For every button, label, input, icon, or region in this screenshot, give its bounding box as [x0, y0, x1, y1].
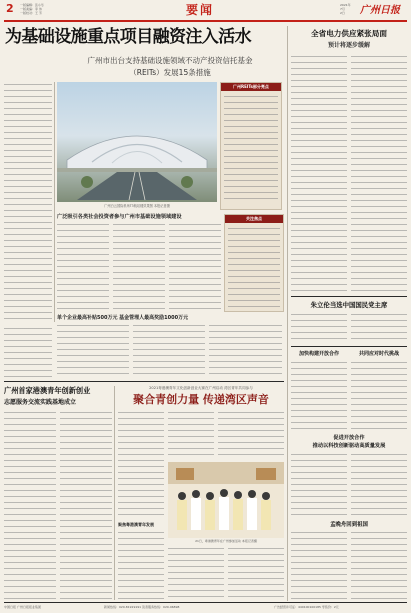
right-mid-col-2 — [351, 312, 407, 342]
section-head-2: 单个企业最高补贴500万元 基金管理人最高奖励1000万元 — [57, 315, 189, 321]
section-title: 要闻 — [186, 3, 215, 17]
brief-col-1 — [291, 360, 347, 430]
left-story-headline-2: 志愿服务交流实践基地成立 — [4, 399, 77, 406]
section-head-1: 广泛吸引各类社会投资者参与广州市基础设施领域建设 — [57, 214, 182, 220]
focus-box-body — [228, 226, 280, 308]
lead-subhead-2: （REITs）发展15条措施 — [129, 68, 211, 77]
date-lines: 2021年 7月 2日 — [340, 3, 351, 15]
right-top-col-1 — [291, 54, 347, 292]
brief-head-3: 推动以科技创新驱动高质量发展 — [312, 443, 386, 449]
brief-col-2 — [351, 360, 407, 430]
left-intro-lower — [4, 326, 52, 378]
brief-col-6 — [351, 530, 407, 600]
brief-col-4 — [351, 452, 407, 516]
footer-text-2: 新闻热线：020-81919191 读者服务热线：020-96898 — [104, 605, 180, 609]
lead-body-col-2 — [113, 222, 165, 310]
left-story-col-1 — [4, 410, 56, 600]
right-briefs-rule — [291, 346, 407, 347]
banner-col-3 — [218, 410, 284, 458]
highlights-box-body — [224, 94, 278, 204]
lead-subhead-1: 广州市出台支持基础设施领域不动产投资信托基金 — [87, 56, 253, 65]
left-story-col-2 — [60, 410, 112, 600]
brief-head-1-left: 加快构建开放合作 — [298, 351, 339, 357]
banner-col-head: 聚焦粤港澳青年发展 — [118, 522, 154, 527]
youth-group-photo — [168, 462, 284, 538]
banner-col-5 — [168, 546, 224, 600]
right-mid-headline: 朱立伦当选中国国民党主席 — [310, 301, 388, 309]
column-divider — [54, 82, 55, 322]
right-mid-col-1 — [291, 312, 347, 342]
brief-col-3 — [291, 452, 347, 516]
right-column-divider — [287, 26, 288, 601]
banner-col-1 — [118, 410, 164, 518]
brief-head-2: 促进开放合作 — [333, 435, 365, 441]
banner-kicker: 2021粤港澳青年文化创新创业大赛在广州启动 湾区青年共同参与 — [149, 386, 253, 390]
lead-body-col-6 — [209, 323, 282, 377]
airport-terminal-illustration — [57, 82, 217, 202]
footer-rule — [4, 602, 407, 603]
banner-col-6 — [228, 546, 284, 600]
left-story-headline-1: 广州首家港澳青年创新创业 — [4, 386, 91, 395]
left-story-divider — [114, 386, 115, 600]
editor-lines: 一版编辑：张小乐 一版美编：李 伟 一版校对：王 芳 — [20, 3, 45, 15]
banner-col-2 — [168, 410, 214, 458]
brief-head-1-right: 共同应对时代挑战 — [358, 351, 399, 357]
right-mid-rule — [291, 296, 407, 297]
lead-intro-column — [4, 82, 52, 322]
right-top-headline-1: 全省电力供应紧张局面 — [311, 29, 387, 38]
banner-headline: 聚合青创力量 传递湾区声音 — [133, 393, 269, 406]
lead-body-col-5 — [133, 323, 205, 377]
airport-photo — [57, 82, 217, 202]
highlights-box-title: 广州REITs部分亮点 — [221, 83, 281, 91]
lead-body-col-3 — [169, 222, 221, 310]
brief-col-5 — [291, 530, 347, 600]
footer-text-3: 广告经营许可证：440100100185 零售价：2元 — [274, 605, 339, 609]
focus-box — [224, 214, 284, 312]
focus-box-title: 关注焦点 — [225, 215, 283, 223]
photo-caption: 广州白云国际机场T3航站楼效果图 本报记者摄 — [104, 204, 170, 208]
lead-body-col-4 — [57, 323, 129, 377]
right-top-headline-2: 预计将逐步缓解 — [327, 42, 370, 49]
brief-head-4: 孟晚舟回到祖国 — [330, 522, 368, 528]
highlights-box — [220, 82, 282, 210]
banner-photo-caption: 21日，粤港澳青年在广州参加活动 本报记者摄 — [195, 539, 257, 543]
group-photo-illustration — [168, 462, 284, 538]
masthead-rule — [4, 20, 407, 22]
lead-body-col-1 — [57, 222, 109, 310]
right-top-col-2 — [351, 54, 407, 292]
lead-bottom-rule — [4, 381, 284, 382]
page-number: 2 — [6, 2, 14, 15]
footer-text-1: 中国日报 广州日报报业集团 — [4, 605, 41, 609]
masthead — [0, 0, 411, 20]
newspaper-logo: 广州日报 — [360, 5, 400, 16]
lead-headline: 为基础设施重点项目融资注入活水 — [5, 27, 251, 47]
banner-col-4 — [118, 530, 164, 600]
footer — [4, 604, 407, 612]
